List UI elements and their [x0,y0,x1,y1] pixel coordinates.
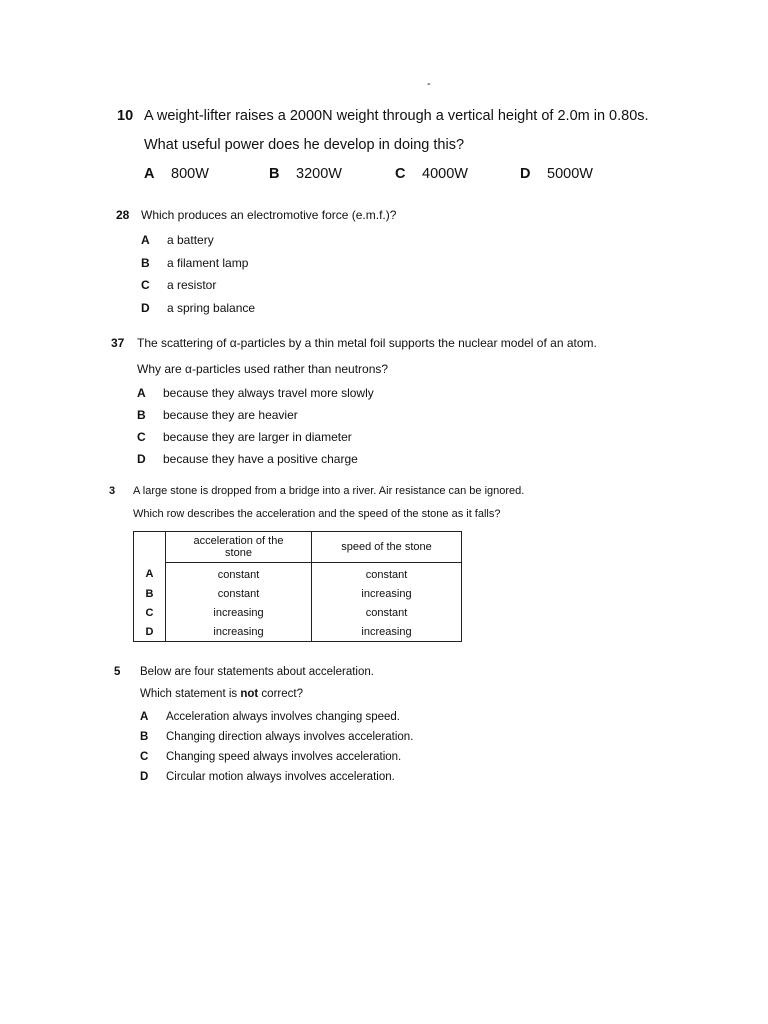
question-number: 37 [111,336,125,350]
option-text: 5000W [547,166,593,182]
option-text: because they have a positive charge [163,452,358,466]
option-letter: C [395,166,406,182]
question-number: 3 [109,485,116,497]
option-letter: A [144,166,155,182]
option-text: 3200W [296,166,342,182]
acceleration-cell: increasing [166,622,312,642]
option-text: a filament lamp [167,256,249,270]
speed-cell: constant [312,563,462,585]
question-number: 10 [117,108,134,124]
question-text [140,688,303,700]
question-text-end: correct? [258,688,303,700]
question-number: 28 [116,208,130,222]
option-text: 4000W [422,166,468,182]
question-stem: The scattering of α-particles by a thin metal foil supports the nuclear model of an atom. [137,336,597,350]
table-corner [134,532,166,563]
option-letter: B [140,731,149,743]
option-letter: C [140,751,149,763]
option-letter: D [137,452,146,466]
option-text: a spring balance [167,301,256,315]
speed-cell: constant [312,603,462,622]
option-letter: B [137,408,146,422]
speed-cell: increasing [312,584,462,603]
option-text: a battery [167,233,214,247]
option-text: 800W [171,166,209,182]
option-letter: D [520,166,531,182]
option-text: because they are larger in diameter [163,430,352,444]
option-text: Circular motion always involves acceleration. [166,771,395,783]
acceleration-cell: increasing [166,603,312,622]
table-row [134,603,462,622]
option-letter: C [137,430,146,444]
question-emphasis: not [240,688,259,700]
question-text: Why are α-particles used rather than neutrons? [137,362,389,376]
question-stem: A large stone is dropped from a bridge into a river. Air resistance can be ignored. [133,485,525,497]
option-letter: A [137,386,146,400]
question-stem: Which produces an electromotive force (e.m.f.)? [141,208,397,222]
row-letter: D [134,622,166,642]
option-text: because they are heavier [163,408,298,422]
question-text-start: Which statement is [140,688,241,700]
question-text: Which row describes the acceleration and the speed of the stone as it falls? [133,508,501,520]
answer-table [133,531,462,642]
question-stem: Below are four statements about acceleration. [140,666,374,678]
row-letter: A [134,563,166,585]
table-header-row [134,532,462,563]
acceleration-cell: constant [166,563,312,585]
table-row [134,563,462,585]
option-text: Changing speed always involves acceleration. [166,751,402,763]
column-header: speed of the stone [312,532,462,563]
option-text: a resistor [167,278,217,292]
question-stem: A weight-lifter raises a 2000N weight through a vertical height of 2.0m in 0.80s. [144,108,649,124]
speed-cell: increasing [312,622,462,642]
acceleration-cell: constant [166,584,312,603]
column-header: acceleration of the stone [166,532,312,563]
question-text: What useful power does he develop in doing this? [144,137,465,153]
option-letter: B [141,256,150,270]
table-row [134,622,462,642]
question-number: 5 [114,666,121,678]
option-letter: B [269,166,280,182]
row-letter: C [134,603,166,622]
table-row [134,584,462,603]
option-text: because they always travel more slowly [163,386,374,400]
row-letter: B [134,584,166,603]
option-letter: A [141,233,150,247]
option-letter: D [140,771,149,783]
option-text: Acceleration always involves changing speed. [166,711,400,723]
option-text: Changing direction always involves acceleration. [166,731,414,743]
option-letter: A [140,711,149,723]
top-mark: - [427,78,431,90]
option-letter: D [141,301,150,315]
option-letter: C [141,278,150,292]
